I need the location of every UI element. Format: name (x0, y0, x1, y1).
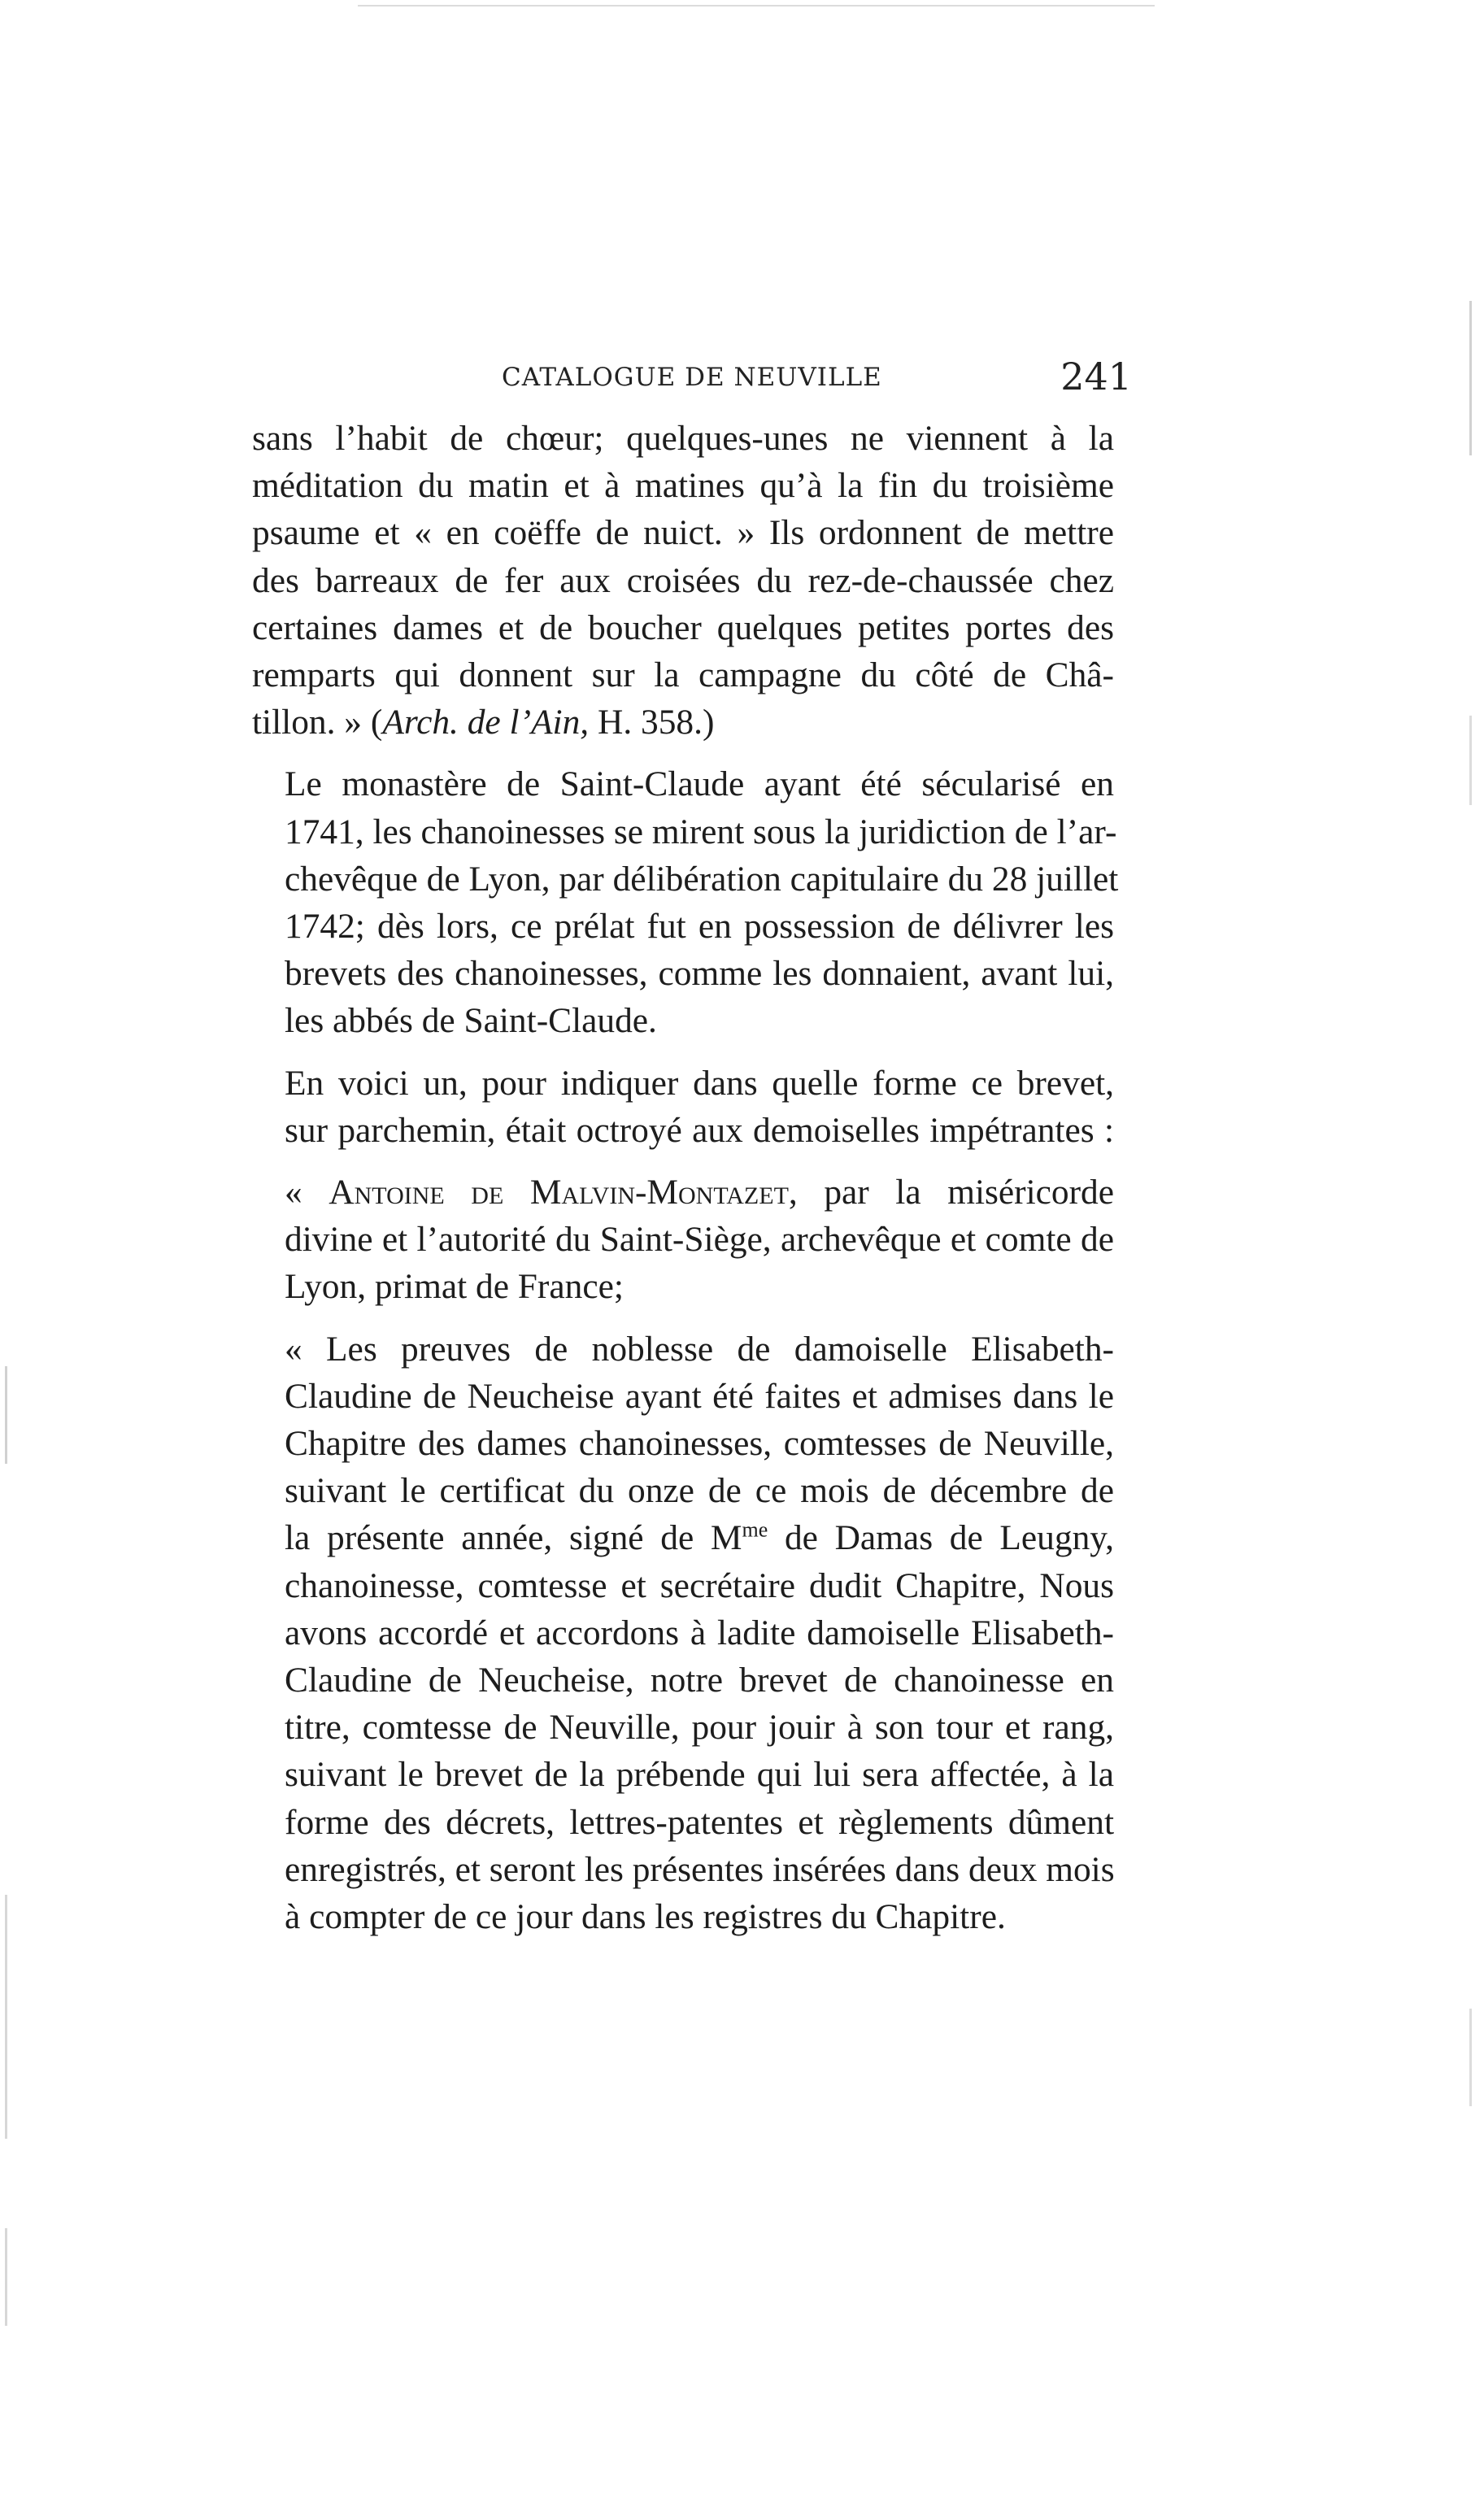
body-text (252, 415, 1119, 1940)
text-line: « Les preuves de noblesse de damoiselle Elisabeth- (285, 1329, 1114, 1369)
text-line: certaines dames et de boucher quelques petites portes des (252, 607, 1114, 647)
text-run: tillon. » ( (252, 703, 383, 742)
text-line: chevêque de Lyon, par délibération capitulaire du 28 juillet (285, 859, 1119, 899)
text-line: divine et l’autorité du Saint-Siège, archevêque et comte de (285, 1220, 1114, 1260)
scan-edge-line (5, 2228, 7, 2326)
text-line: Claudine de Neucheise ayant été faites et admises dans le (285, 1376, 1114, 1416)
scan-edge-line (1469, 716, 1472, 805)
text-line: titre, comtesse de Neuville, pour jouir à son tour et rang, (285, 1708, 1114, 1748)
scan-edge-line (1469, 2009, 1472, 2106)
text-line: Chapitre des dames chanoinesses, comtesses de Neuville, (285, 1424, 1114, 1464)
text-line: Claudine de Neucheise, notre brevet de chanoinesse en (285, 1661, 1114, 1700)
scan-edge-line (5, 1895, 7, 2139)
page-header (252, 355, 1132, 403)
text-line: sans l’habit de chœur; quelques-unes ne viennent à la (252, 419, 1114, 458)
text-line: En voici un, pour indiquer dans quelle forme ce brevet, (285, 1063, 1114, 1103)
text-line: psaume et « en coëffe de nuict. » Ils ordonnent de mettre (252, 513, 1114, 553)
scan-edge-line (358, 5, 1155, 7)
superscript: me (742, 1518, 768, 1542)
text-line: suivant le brevet de la prébende qui lui sera affectée, à la (285, 1755, 1114, 1795)
scan-edge-line (5, 1366, 7, 1464)
text-line: sur parchemin, était octroyé aux demoiselles impétrantes : (285, 1110, 1114, 1150)
page-number: 241 (1060, 355, 1132, 398)
text-line: méditation du matin et à matines qu’à la fin du troisième (252, 466, 1114, 506)
text-run: de Damas de Leugny, (768, 1518, 1114, 1558)
paragraph (252, 1326, 1114, 1941)
text-run: « (285, 1173, 329, 1212)
text-line: enregistrés, et seront les présentes insérées dans deux mois (285, 1849, 1115, 1889)
text-line: des barreaux de fer aux croisées du rez-de-chaussée chez (252, 560, 1114, 600)
paragraph (252, 415, 1114, 746)
text-run: la présente année, signé de M (285, 1518, 742, 1558)
archbishop-name: Antoine de Malvin-Montazet, (329, 1173, 798, 1212)
text-line: brevets des chanoinesses, comme les donnaient, avant lui, (285, 954, 1114, 994)
text-line (252, 699, 1114, 746)
text-line: 1742; dès lors, ce prélat fut en possession de délivrer les (285, 907, 1114, 947)
scan-edge-line (1469, 301, 1472, 455)
text-line (252, 1169, 1114, 1216)
running-title: CATALOGUE DE NEUVILLE (502, 363, 882, 392)
text-run: par la miséricorde (797, 1173, 1115, 1212)
paragraph (252, 1060, 1114, 1154)
text-line (252, 1514, 1114, 1561)
text-run: H. 358.) (589, 703, 715, 742)
text-line: 1741, les chanoinesses se mirent sous la juridiction de l’ar- (285, 812, 1117, 851)
text-line: chanoinesse, comtesse et secrétaire dudit Chapitre, Nous (285, 1565, 1114, 1605)
text-line: à compter de ce jour dans les registres du Chapitre. (285, 1897, 1006, 1937)
paragraph (252, 1169, 1114, 1311)
text-line: Lyon, primat de France; (285, 1267, 624, 1307)
archive-citation: Arch. de l’Ain, (382, 703, 590, 742)
text-line: suivant le certificat du onze de ce mois de décembre de (285, 1471, 1114, 1511)
text-line: remparts qui donnent sur la campagne du côté de Châ- (252, 655, 1114, 695)
text-line: les abbés de Saint-Claude. (285, 1001, 657, 1041)
text-line: avons accordé et accordons à ladite damoiselle Elisabeth- (285, 1613, 1114, 1652)
paragraph (252, 760, 1119, 1044)
text-line: Le monastère de Saint-Claude ayant été sécularisé en (285, 764, 1114, 804)
text-line: forme des décrets, lettres-patentes et règlements dûment (285, 1802, 1114, 1842)
